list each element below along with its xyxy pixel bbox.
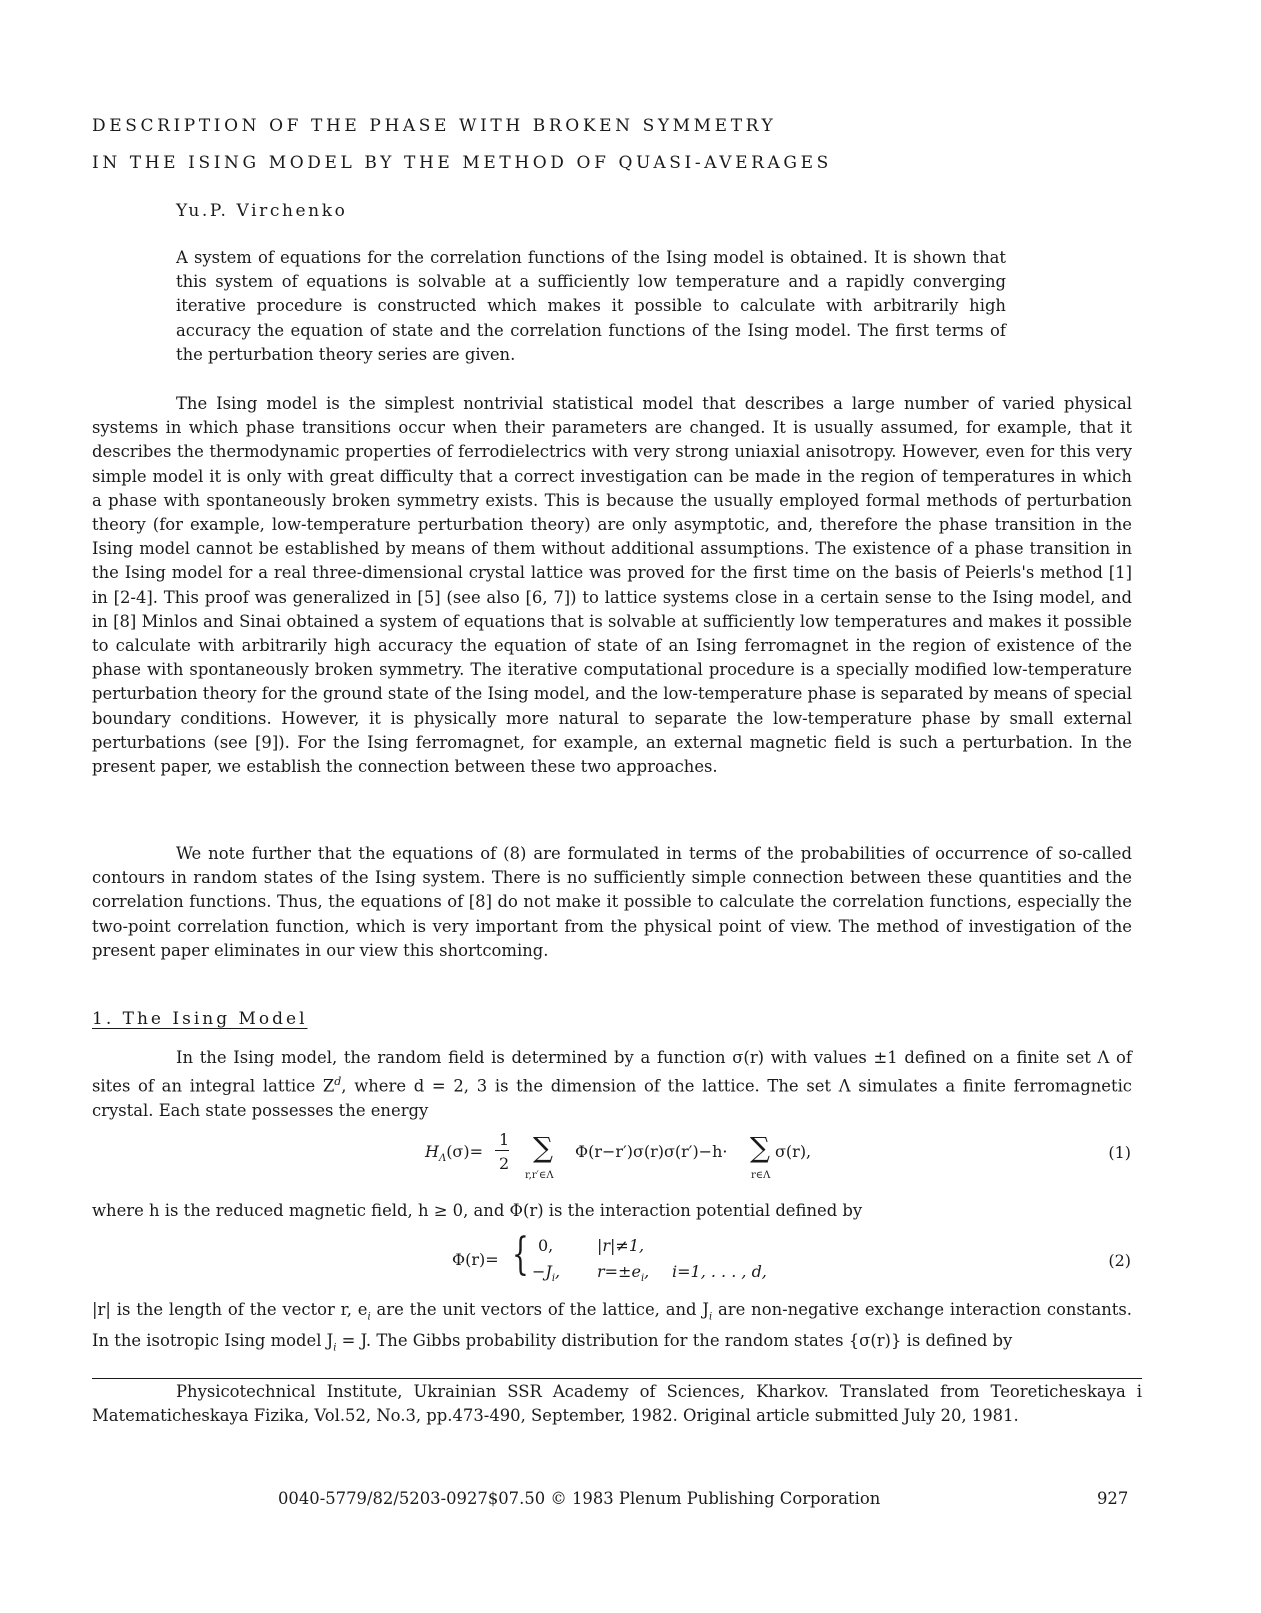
where-line: where h is the reduced magnetic field, h ≥ 0, and Φ(r) is the interaction potential defined by (92, 1201, 863, 1220)
paragraph-ising-model (92, 1046, 1132, 1123)
eq2-e-sub: i (640, 1273, 645, 1285)
p4-text-a: |r| is the length of the vector r, e (92, 1300, 368, 1319)
author: Yu.P. Virchenko (176, 201, 348, 221)
eq1-frac-bar (495, 1150, 509, 1151)
equation-1 (425, 1128, 845, 1188)
p4-sub-j2: i (333, 1342, 337, 1354)
footnote (92, 1380, 1142, 1428)
eq1-frac-den: 2 (499, 1154, 510, 1173)
paragraph-equations-note: We note further that the equations of (8) are formulated in terms of the probabilities of occurrence of so-called contours in random states of the Ising system. There is no sufficiently simple connection between these quantities and the correlation functions. Thus, the equations of [8] do not make it possible to calculate the correlation functions, especially the two-point correlation function, which is very important from the physical point of view. The method of investigation of the present paper eliminates in our view this shortcoming. (92, 844, 1132, 960)
superscript-d: d (334, 1075, 342, 1089)
footnote-rule (92, 1378, 1142, 1379)
eq1-sum-sign-1: ∑ (533, 1131, 553, 1164)
p4-sub-j1: i (708, 1311, 713, 1323)
equation-1-number: (1) (1108, 1143, 1131, 1162)
eq2-case2-condition: $r=\pm e_i$, (597, 1262, 650, 1285)
eq1-sum-sub-1: r,r′∈Λ (525, 1170, 554, 1181)
abstract: A system of equations for the correlation functions of the Ising model is obtained. It is shown that this system of equations is solvable at a sufficiently low temperature and a rapidly converging iterative procedure is constructed which makes it possible to calculate with arbitrarily high accuracy the equation of state and the correlation functions of the Ising model. The first terms of the perturbation theory series are given. (176, 248, 1006, 364)
eq2-case1-value: 0, (538, 1236, 554, 1255)
section-text-b: , where d = 2, 3 is the dimension of the lattice. The set Λ simulates a finite ferromagnetic crystal. Each state possesses the energy (92, 1076, 1132, 1120)
p4-text-c: are non-negative exchange interaction constants. In the isotropic Ising model J (92, 1300, 1133, 1351)
eq1-frac-num: 1 (499, 1130, 510, 1149)
paragraph-intro: The Ising model is the simplest nontrivial statistical model that describes a large number of varied physical systems in which phase transitions occur when their parameters are changed. It is usually assumed, for example, that it describes the thermodynamic properties of ferrodielectrics with very strong uniaxial anisotropy. However, even for this very simple model it is only with great difficulty that a correct investigation can be made in the region of temperatures in which a phase with spontaneously broken symmetry exists. This is because the usually employed formal methods of perturbation theory (for example, low-temperature perturbation theory) are only asymptotic, and, therefore the phase transition in the Ising model cannot be established by means of them without additional assumptions. The existence of a phase transition in the Ising model for a real three-dimensional crystal lattice was proved for the first time on the basis of Peierls's method [1] in [2-4]. This proof was generalized in [5] (see also [6, 7]) to lattice systems close in a certain sense to the Ising model, and in [8] Minlos and Sinai obtained a system of equations that is solvable at sufficiently low temperatures and makes it possible to calculate with arbitrarily high accuracy the equation of state of an Ising ferromagnet in the region of existence of the phase with spontaneously broken symmetry. The iterative computational procedure is a specially modified low-temperature perturbation theory for the ground state of the Ising model, and the low-temperature phase is separated by means of special boundary conditions. However, it is physically more natural to separate the low-temperature phase by small external perturbations (see [9]). For the Ising ferromagnet, for example, an external magnetic field is such a perturbation. In the present paper, we establish the connection between these two approaches. (92, 394, 1132, 777)
p4-text-d: = J. The Gibbs probability distribution for the random states {σ(r)} is defined by (336, 1331, 1013, 1351)
section-text-a: In the Ising model, the random field is determined by a function σ(r) with values ±1 defined on a finite set Λ of sites of an integral lattice Z (92, 1048, 1132, 1096)
eq2-j-sub: i (551, 1273, 556, 1285)
eq1-lhs (425, 1142, 483, 1164)
page-number: 927 (1097, 1489, 1129, 1508)
eq2-case2-value: $-J_i$, (532, 1262, 561, 1285)
eq1-h: H (425, 1142, 439, 1161)
eq1-sum-sign-2: ∑ (750, 1131, 770, 1164)
equation-2 (452, 1229, 812, 1286)
title-line-1: DESCRIPTION OF THE PHASE WITH BROKEN SYMMETRY (92, 116, 777, 136)
equation-2-number: (2) (1108, 1251, 1131, 1270)
eq2-case1-condition: |r|≠1, (597, 1236, 645, 1255)
title-line-2: IN THE ISING MODEL BY THE METHOD OF QUASI-AVERAGES (92, 153, 832, 173)
eq1-lambda-sub: Λ (438, 1153, 447, 1165)
eq2-minus-j: −J (532, 1262, 552, 1281)
section-heading: 1. The Ising Model (92, 1009, 308, 1029)
eq2-brace: { (512, 1229, 529, 1280)
eq2-r-pm-e: r=±e (597, 1262, 641, 1281)
footnote-text: Physicotechnical Institute, Ukrainian SSR Academy of Sciences, Kharkov. Translated from Teoreticheskaya i Matematicheskaya Fizika, Vol.52, No.3, pp.473-490, September, 1982. Original article submitted July 20, 1981. (92, 1382, 1142, 1426)
p4-text-b: are the unit vectors of the lattice, and J (370, 1300, 709, 1319)
paragraph-lattice-vectors (92, 1298, 1132, 1361)
eq2-lhs: Φ(r)= (452, 1250, 499, 1269)
p4-sub-e: i (367, 1311, 371, 1323)
publication-code: 0040-5779/82/5203-0927$07.50 © 1983 Plenum Publishing Corporation (278, 1489, 881, 1508)
eq1-term-2: σ(r), (775, 1142, 812, 1161)
eq1-term-1: Φ(r−r′)σ(r)σ(r′)−h· (575, 1142, 728, 1161)
eq1-sum-sub-2: r∈Λ (751, 1170, 771, 1181)
eq1-sigma-arg: (σ)= (446, 1142, 483, 1161)
eq2-case2-range: i=1, . . . , d, (672, 1262, 767, 1281)
